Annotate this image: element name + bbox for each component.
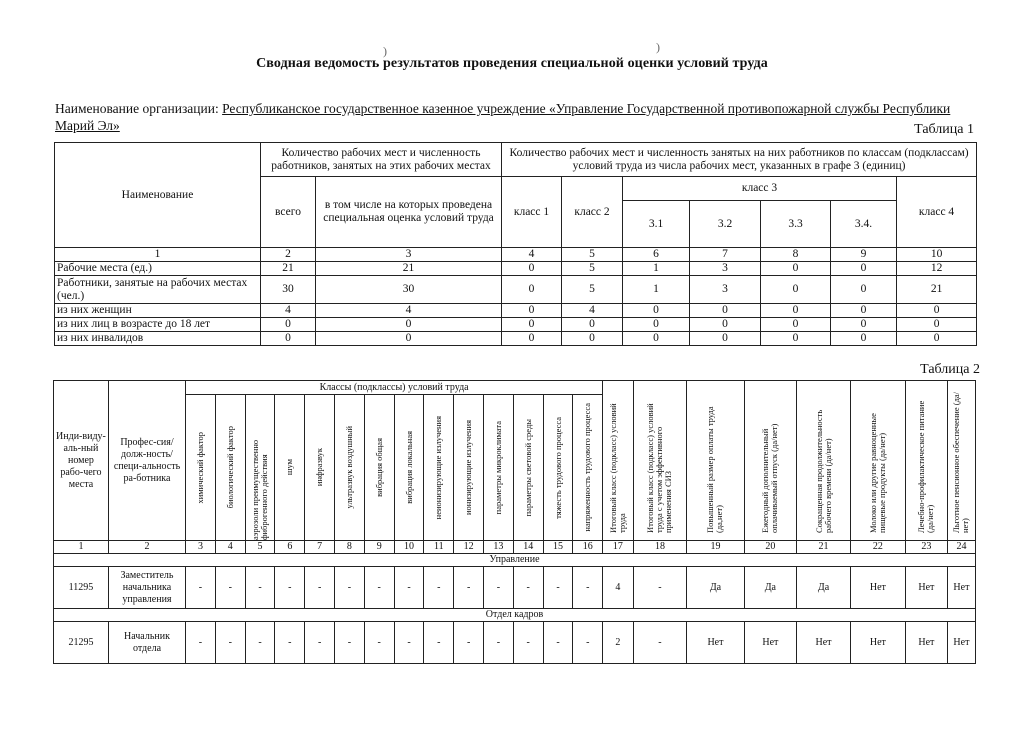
header-factor-text: вибрация локальная — [403, 431, 414, 504]
header-class1: класс 1 — [502, 177, 562, 248]
cell-value: 4 — [603, 567, 633, 609]
cell-value: - — [305, 622, 335, 664]
column-number: 5 — [562, 248, 623, 262]
header-factor-text: инфразвук — [314, 448, 325, 487]
cell-value: 4 — [316, 304, 502, 318]
header-classes: Количество рабочих мест и численность занятых на них работников по классам (подклассам) условий труда из числа рабочих мест, указанных в графе 3 (единиц) — [502, 143, 977, 177]
header-factor — [573, 395, 603, 541]
section-name: Управление — [54, 554, 976, 567]
document-title: Сводная ведомость результатов проведения специальной оценки условий труда — [256, 56, 768, 71]
header-extra — [797, 381, 851, 541]
cell-value: Нет — [850, 567, 905, 609]
table-row — [55, 262, 977, 276]
cell-value: 1 — [623, 276, 690, 304]
cell-value: 0 — [623, 304, 690, 318]
cell-value: 0 — [562, 332, 623, 346]
row-label: из них лиц в возрасте до 18 лет — [55, 318, 261, 332]
cell-value: - — [394, 567, 424, 609]
organization-line — [55, 100, 985, 134]
cell-value: 0 — [761, 262, 831, 276]
organization-name: Республиканское государственное казенное учреждение «Управление Государственной противопожарной службы Республики Марий Эл» — [55, 101, 951, 133]
header-factor-text: параметры световой среды — [522, 418, 533, 517]
header-factor — [335, 395, 365, 541]
scan-mark: ) — [383, 44, 387, 58]
cell-value: Нет — [947, 567, 975, 609]
cell-value: Да — [687, 567, 744, 609]
header-factor-text: биологический фактор — [224, 426, 235, 509]
cell-value: 0 — [831, 276, 897, 304]
header-factor-text: тяжесть трудового процесса — [552, 416, 563, 519]
header-class3: класс 3 — [623, 177, 897, 201]
column-number: 4 — [215, 541, 245, 554]
header-factor-text: неионизирующие излучения — [433, 415, 444, 520]
cell-value: 12 — [897, 262, 977, 276]
header-class34: 3.4. — [831, 201, 897, 248]
cell-value: Нет — [797, 622, 851, 664]
header-factor — [454, 395, 484, 541]
cell-value: 0 — [761, 318, 831, 332]
row-label: из них женщин — [55, 304, 261, 318]
header-workplace-id: Инди-виду-аль-ный номер рабо-чего места — [54, 381, 109, 541]
cell-value: 0 — [502, 318, 562, 332]
header-extra-text: Итоговый класс (подкласс) условий труда с учетом эффективного применения СИЗ — [645, 403, 674, 533]
summary-table — [54, 142, 977, 346]
cell-value: 0 — [623, 332, 690, 346]
cell-value: Да — [797, 567, 851, 609]
profession: Начальник отдела — [108, 622, 185, 664]
column-number: 4 — [502, 248, 562, 262]
cell-value: 30 — [316, 276, 502, 304]
profession: Заместитель начальника управления — [108, 567, 185, 609]
cell-value: 5 — [562, 276, 623, 304]
row-label: Работники, занятые на рабочих местах (чел.) — [55, 276, 261, 304]
workplace-id: 11295 — [54, 567, 109, 609]
header-extra-text: Ежегодный дополнительный оплачиваемый отпуск (да/нет) — [760, 423, 780, 533]
cell-value: 0 — [690, 304, 761, 318]
cell-value: - — [633, 622, 687, 664]
header-factor — [543, 395, 573, 541]
cell-value: 0 — [831, 332, 897, 346]
cell-value: - — [454, 622, 484, 664]
header-extra-text: Молоко или другие равноценные пищевые продукты (да/нет) — [867, 413, 887, 533]
cell-value: - — [543, 567, 573, 609]
section-row — [54, 609, 976, 622]
scan-mark: ) — [656, 40, 660, 54]
cell-value: 0 — [761, 332, 831, 346]
workplace-table — [53, 380, 976, 664]
cell-value: Нет — [687, 622, 744, 664]
header-factor — [484, 395, 514, 541]
cell-value: Нет — [905, 622, 947, 664]
header-factor-text: шум — [284, 459, 295, 476]
column-number: 19 — [687, 541, 744, 554]
header-extra-text: Льготное пенсионное обеспечение (да/нет) — [951, 391, 971, 533]
column-number: 2 — [108, 541, 185, 554]
header-extra-text: Итоговый класс (подкласс) условий труда — [607, 403, 627, 533]
cell-value: - — [335, 567, 365, 609]
header-factor-text: химический фактор — [194, 431, 205, 504]
header-extra — [603, 381, 633, 541]
column-number: 23 — [905, 541, 947, 554]
section-name: Отдел кадров — [54, 609, 976, 622]
cell-value: - — [186, 567, 216, 609]
cell-value: 0 — [897, 304, 977, 318]
table2-caption: Таблица 2 — [920, 362, 980, 377]
workplace-id: 21295 — [54, 622, 109, 664]
column-number: 18 — [633, 541, 687, 554]
cell-value: 0 — [502, 262, 562, 276]
header-factor — [394, 395, 424, 541]
cell-value: 0 — [831, 262, 897, 276]
cell-value: - — [245, 622, 275, 664]
header-class31: 3.1 — [623, 201, 690, 248]
cell-value: 0 — [316, 332, 502, 346]
cell-value: 2 — [603, 622, 633, 664]
cell-value: 0 — [502, 276, 562, 304]
header-assessed: в том числе на которых проведена специальная оценка условий труда — [316, 177, 502, 248]
cell-value: Нет — [947, 622, 975, 664]
header-factor — [424, 395, 454, 541]
cell-value: 4 — [562, 304, 623, 318]
column-number: 8 — [335, 541, 365, 554]
cell-value: - — [454, 567, 484, 609]
column-number: 9 — [364, 541, 394, 554]
header-extra-text: Повышенный размер оплаты труда (да,нет) — [705, 406, 725, 533]
cell-value: Нет — [850, 622, 905, 664]
column-number: 9 — [831, 248, 897, 262]
column-number: 1 — [54, 541, 109, 554]
header-factor-text: вибрация общая — [373, 438, 384, 497]
cell-value: - — [573, 567, 603, 609]
section-row — [54, 554, 976, 567]
cell-value: Да — [744, 567, 797, 609]
cell-value: 0 — [261, 318, 316, 332]
column-number: 3 — [316, 248, 502, 262]
header-factor-text: ионизирующие излучения — [463, 420, 474, 515]
cell-value: - — [513, 622, 543, 664]
cell-value: 0 — [562, 318, 623, 332]
header-extra — [905, 381, 947, 541]
header-extra — [687, 381, 744, 541]
cell-value: 0 — [831, 318, 897, 332]
column-number: 1 — [55, 248, 261, 262]
cell-value: - — [633, 567, 687, 609]
column-numbers-row — [55, 248, 977, 262]
cell-value: - — [364, 622, 394, 664]
cell-value: - — [305, 567, 335, 609]
column-number: 2 — [261, 248, 316, 262]
cell-value: - — [335, 622, 365, 664]
table-row — [55, 276, 977, 304]
cell-value: 0 — [761, 276, 831, 304]
cell-value: - — [543, 622, 573, 664]
cell-value: - — [394, 622, 424, 664]
header-class33: 3.3 — [761, 201, 831, 248]
header-factor — [364, 395, 394, 541]
cell-value: 0 — [623, 318, 690, 332]
header-factor — [186, 395, 216, 541]
header-factor — [513, 395, 543, 541]
column-number: 11 — [424, 541, 454, 554]
header-extra — [850, 381, 905, 541]
column-number: 10 — [897, 248, 977, 262]
column-numbers-row — [54, 541, 976, 554]
header-extra — [744, 381, 797, 541]
column-number: 3 — [186, 541, 216, 554]
column-number: 16 — [573, 541, 603, 554]
cell-value: 21 — [897, 276, 977, 304]
header-factor — [215, 395, 245, 541]
cell-value: 0 — [502, 304, 562, 318]
header-factor-text: ультразвук воздушный — [343, 426, 354, 509]
cell-value: 0 — [690, 332, 761, 346]
cell-value: 5 — [562, 262, 623, 276]
cell-value: - — [275, 622, 305, 664]
column-number: 15 — [543, 541, 573, 554]
cell-value: 3 — [690, 276, 761, 304]
table-row — [54, 567, 976, 609]
header-factor-text: параметры микроклимата — [492, 420, 503, 515]
column-number: 21 — [797, 541, 851, 554]
column-number: 20 — [744, 541, 797, 554]
cell-value: - — [215, 622, 245, 664]
header-extra-text: Лечебно-профилактическое питание (да/нет) — [916, 400, 936, 533]
column-number: 6 — [623, 248, 690, 262]
row-label: из них инвалидов — [55, 332, 261, 346]
column-number: 12 — [454, 541, 484, 554]
header-extra — [947, 381, 975, 541]
cell-value: - — [484, 622, 514, 664]
cell-value: - — [245, 567, 275, 609]
table1-caption: Таблица 1 — [914, 122, 974, 137]
table-row — [55, 332, 977, 346]
header-factor-text: аэрозоли преимущественно фиброгенного действия — [250, 439, 270, 540]
cell-value: - — [573, 622, 603, 664]
column-number: 7 — [690, 248, 761, 262]
table-row — [55, 304, 977, 318]
header-factor — [275, 395, 305, 541]
header-name: Наименование — [55, 143, 261, 248]
table-row — [54, 622, 976, 664]
column-number: 14 — [513, 541, 543, 554]
header-count: Количество рабочих мест и численность работников, занятых на этих рабочих местах — [261, 143, 502, 177]
cell-value: 1 — [623, 262, 690, 276]
cell-value: - — [484, 567, 514, 609]
header-extra-text: Сокращенная продолжительность рабочего времени (да/нет) — [813, 409, 833, 533]
column-number: 24 — [947, 541, 975, 554]
cell-value: 0 — [761, 304, 831, 318]
cell-value: - — [215, 567, 245, 609]
cell-value: - — [186, 622, 216, 664]
cell-value: 30 — [261, 276, 316, 304]
column-number: 6 — [275, 541, 305, 554]
cell-value: 3 — [690, 262, 761, 276]
cell-value: Нет — [905, 567, 947, 609]
cell-value: 0 — [502, 332, 562, 346]
cell-value: 0 — [261, 332, 316, 346]
column-number: 22 — [850, 541, 905, 554]
header-class2: класс 2 — [562, 177, 623, 248]
header-class32: 3.2 — [690, 201, 761, 248]
header-class4: класс 4 — [897, 177, 977, 248]
cell-value: 21 — [261, 262, 316, 276]
cell-value: - — [275, 567, 305, 609]
column-number: 8 — [761, 248, 831, 262]
header-extra — [633, 381, 687, 541]
cell-value: - — [424, 567, 454, 609]
column-number: 7 — [305, 541, 335, 554]
cell-value: - — [364, 567, 394, 609]
header-total: всего — [261, 177, 316, 248]
column-number: 17 — [603, 541, 633, 554]
cell-value: 0 — [897, 318, 977, 332]
cell-value: 21 — [316, 262, 502, 276]
column-number: 13 — [484, 541, 514, 554]
cell-value: 0 — [831, 304, 897, 318]
column-number: 10 — [394, 541, 424, 554]
cell-value: 0 — [690, 318, 761, 332]
cell-value: 0 — [316, 318, 502, 332]
organization-label: Наименование организации: — [55, 101, 219, 116]
table-row — [55, 318, 977, 332]
column-number: 5 — [245, 541, 275, 554]
header-work-classes: Классы (подклассы) условий труда — [186, 381, 603, 395]
cell-value: 0 — [897, 332, 977, 346]
cell-value: 4 — [261, 304, 316, 318]
header-factor — [245, 395, 275, 541]
row-label: Рабочие места (ед.) — [55, 262, 261, 276]
cell-value: - — [424, 622, 454, 664]
cell-value: - — [513, 567, 543, 609]
cell-value: Нет — [744, 622, 797, 664]
header-factor-text: напряженность трудового процесса — [582, 403, 593, 532]
header-profession: Профес-сия/долж-ность/специ-альность ра-ботника — [108, 381, 185, 541]
header-factor — [305, 395, 335, 541]
